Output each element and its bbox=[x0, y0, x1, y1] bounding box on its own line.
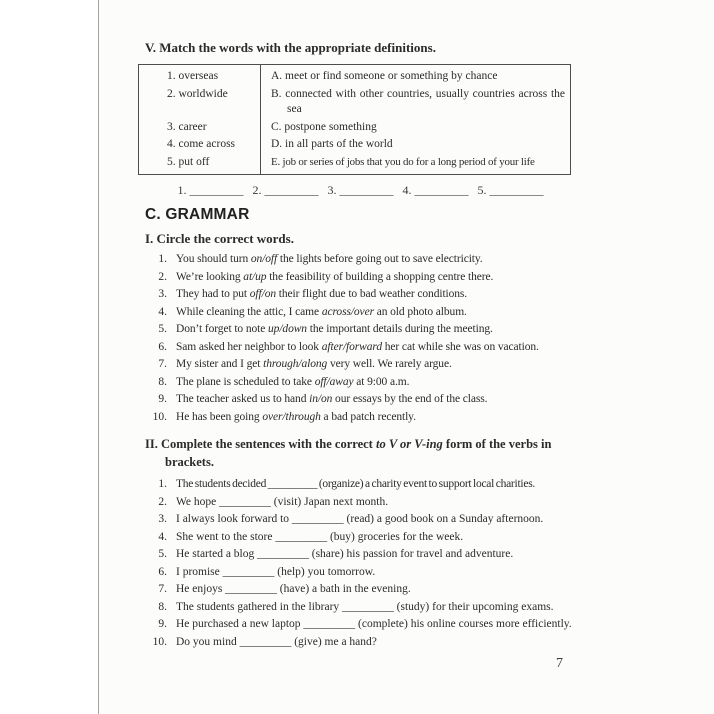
choice-words: at/up bbox=[243, 270, 267, 283]
table-term: 4. come across bbox=[139, 136, 261, 154]
item-text-pre: He has been going bbox=[176, 410, 263, 423]
item-text bbox=[176, 251, 576, 269]
matching-table bbox=[138, 64, 571, 175]
item-number: 10. bbox=[152, 635, 167, 648]
item-text bbox=[176, 409, 576, 427]
item-number: 10. bbox=[152, 410, 167, 423]
section-ii-title-pre: II. Complete the sentences with the correct bbox=[145, 437, 376, 451]
list-item bbox=[145, 616, 576, 634]
list-item bbox=[145, 269, 576, 287]
list-item bbox=[145, 339, 576, 357]
item-text-pre: My sister and I get bbox=[176, 358, 264, 370]
item-text-post: an old photo album. bbox=[373, 305, 467, 318]
table-definition: C. postpone something bbox=[271, 120, 377, 133]
list-item bbox=[145, 409, 576, 427]
item-text bbox=[176, 374, 576, 392]
fill-in-blanks-list bbox=[145, 476, 576, 651]
item-text-post: her cat while she was on vacation. bbox=[382, 340, 539, 353]
circle-correct-words-list bbox=[145, 251, 576, 426]
item-number: 7. bbox=[158, 358, 167, 370]
list-item bbox=[145, 599, 576, 617]
item-number: 9. bbox=[158, 393, 167, 405]
choice-words: over/through bbox=[262, 410, 321, 423]
item-text: We hope _________ (visit) Japan next month. bbox=[176, 495, 389, 508]
list-item bbox=[145, 476, 576, 494]
item-text-pre: The teacher asked us to hand bbox=[176, 393, 310, 405]
choice-words: through/along bbox=[263, 358, 328, 370]
item-number: 5. bbox=[158, 323, 167, 335]
item-text-pre: While cleaning the attic, I came bbox=[176, 305, 322, 318]
item-text: The students gathered in the library _________ (study) for their upcoming exams. bbox=[176, 600, 554, 613]
choice-words: after/forward bbox=[321, 340, 382, 353]
list-item bbox=[145, 304, 576, 322]
item-text: She went to the store _________ (buy) groceries for the week. bbox=[176, 530, 464, 543]
item-number: 9. bbox=[158, 618, 167, 630]
list-item bbox=[145, 634, 576, 652]
item-text-pre: We’re looking bbox=[176, 270, 244, 283]
item-text: I always look forward to _________ (read) a good book on a Sunday afternoon. bbox=[176, 513, 544, 525]
section-ii-title bbox=[145, 435, 576, 471]
item-number: 4. bbox=[158, 530, 167, 543]
item-text-pre: Sam asked her neighbor to look bbox=[176, 340, 322, 353]
section-c-grammar-heading: C. GRAMMAR bbox=[145, 206, 250, 223]
item-text-post: our essays by the end of the class. bbox=[332, 393, 488, 405]
section-i-title: I. Circle the correct words. bbox=[145, 231, 294, 246]
item-number: 6. bbox=[158, 340, 167, 353]
item-text-post: the feasibility of building a shopping centre there. bbox=[266, 270, 494, 283]
item-number: 2. bbox=[158, 270, 167, 283]
list-item bbox=[145, 321, 576, 339]
item-text-post: at 9:00 a.m. bbox=[353, 375, 410, 388]
table-term: 5. put off bbox=[139, 154, 261, 175]
list-item bbox=[145, 564, 576, 582]
table-term: 2. worldwide bbox=[139, 86, 261, 119]
item-number: 8. bbox=[158, 600, 167, 613]
section-ii-title-post: form of the verbs in brackets. bbox=[165, 437, 552, 469]
section-v-title: V. Match the words with the appropriate definitions. bbox=[145, 40, 436, 55]
list-item bbox=[145, 581, 576, 599]
item-number: 5. bbox=[158, 548, 167, 560]
item-text bbox=[176, 391, 576, 409]
item-text bbox=[176, 356, 576, 374]
table-definition: D. in all parts of the world bbox=[271, 138, 393, 150]
page-content bbox=[145, 40, 576, 651]
item-text: He purchased a new laptop _________ (complete) his online courses more efficiently. bbox=[176, 618, 572, 630]
list-item bbox=[145, 546, 576, 564]
item-text bbox=[176, 304, 576, 322]
item-text bbox=[176, 321, 576, 339]
matching-answer-blanks: 1. _________ 2. _________ 3. _________ 4. _________ 5. _________ bbox=[177, 183, 544, 197]
choice-words: on/off bbox=[250, 253, 278, 265]
list-item bbox=[145, 391, 576, 409]
item-text-pre: You should turn bbox=[176, 253, 251, 265]
list-item bbox=[145, 251, 576, 269]
item-text bbox=[176, 286, 576, 304]
choice-words: off/on bbox=[249, 288, 277, 300]
item-number: 3. bbox=[158, 513, 167, 525]
item-number: 3. bbox=[158, 288, 167, 300]
item-number: 4. bbox=[158, 305, 167, 318]
workbook-page bbox=[99, 0, 714, 714]
section-ii-title-italic: to V or V-ing bbox=[375, 437, 443, 451]
list-item bbox=[145, 286, 576, 304]
item-text bbox=[176, 339, 576, 357]
table-definition: E. job or series of jobs that you do for a long period of your life bbox=[271, 155, 535, 168]
list-item bbox=[145, 494, 576, 512]
item-number: 8. bbox=[158, 375, 167, 388]
choice-words: across/over bbox=[321, 305, 374, 318]
page-number: 7 bbox=[556, 656, 563, 671]
item-text: He started a blog _________ (share) his passion for travel and adventure. bbox=[176, 548, 514, 560]
choice-words: off/away bbox=[314, 375, 354, 388]
item-text-pre: They had to put bbox=[176, 288, 250, 300]
item-number: 1. bbox=[158, 253, 167, 265]
item-text-post: the lights before going out to save electricity. bbox=[277, 253, 483, 265]
list-item bbox=[145, 511, 576, 529]
item-number: 7. bbox=[158, 583, 167, 595]
item-text: He enjoys _________ (have) a bath in the evening. bbox=[176, 583, 411, 595]
item-text bbox=[176, 269, 576, 287]
item-number: 6. bbox=[158, 565, 167, 578]
item-text: I promise _________ (help) you tomorrow. bbox=[176, 565, 376, 578]
list-item bbox=[145, 374, 576, 392]
list-item bbox=[145, 529, 576, 547]
list-item bbox=[145, 356, 576, 374]
table-definition: A. meet or find someone or something by chance bbox=[271, 70, 498, 82]
item-text-post: very well. We rarely argue. bbox=[327, 358, 452, 370]
choice-words: up/down bbox=[268, 323, 307, 335]
table-definition: B. connected with other countries, usually countries across the sea bbox=[271, 87, 565, 115]
item-text-post: their flight due to bad weather conditions. bbox=[276, 288, 468, 300]
item-text-pre: Don’t forget to note bbox=[176, 323, 269, 335]
table-term: 3. career bbox=[139, 119, 261, 137]
item-text: Do you mind _________ (give) me a hand? bbox=[176, 635, 377, 648]
item-number: 2. bbox=[158, 495, 167, 508]
item-text-pre: The plane is scheduled to take bbox=[176, 375, 315, 388]
item-text-post: a bad patch recently. bbox=[320, 410, 416, 423]
item-text: The students decided _________ (organize) a charity event to support local charities. bbox=[176, 478, 536, 490]
item-text-post: the important details during the meeting. bbox=[306, 323, 493, 335]
table-term: 1. overseas bbox=[139, 65, 261, 86]
item-number: 1. bbox=[158, 478, 167, 490]
choice-words: in/on bbox=[309, 393, 333, 405]
